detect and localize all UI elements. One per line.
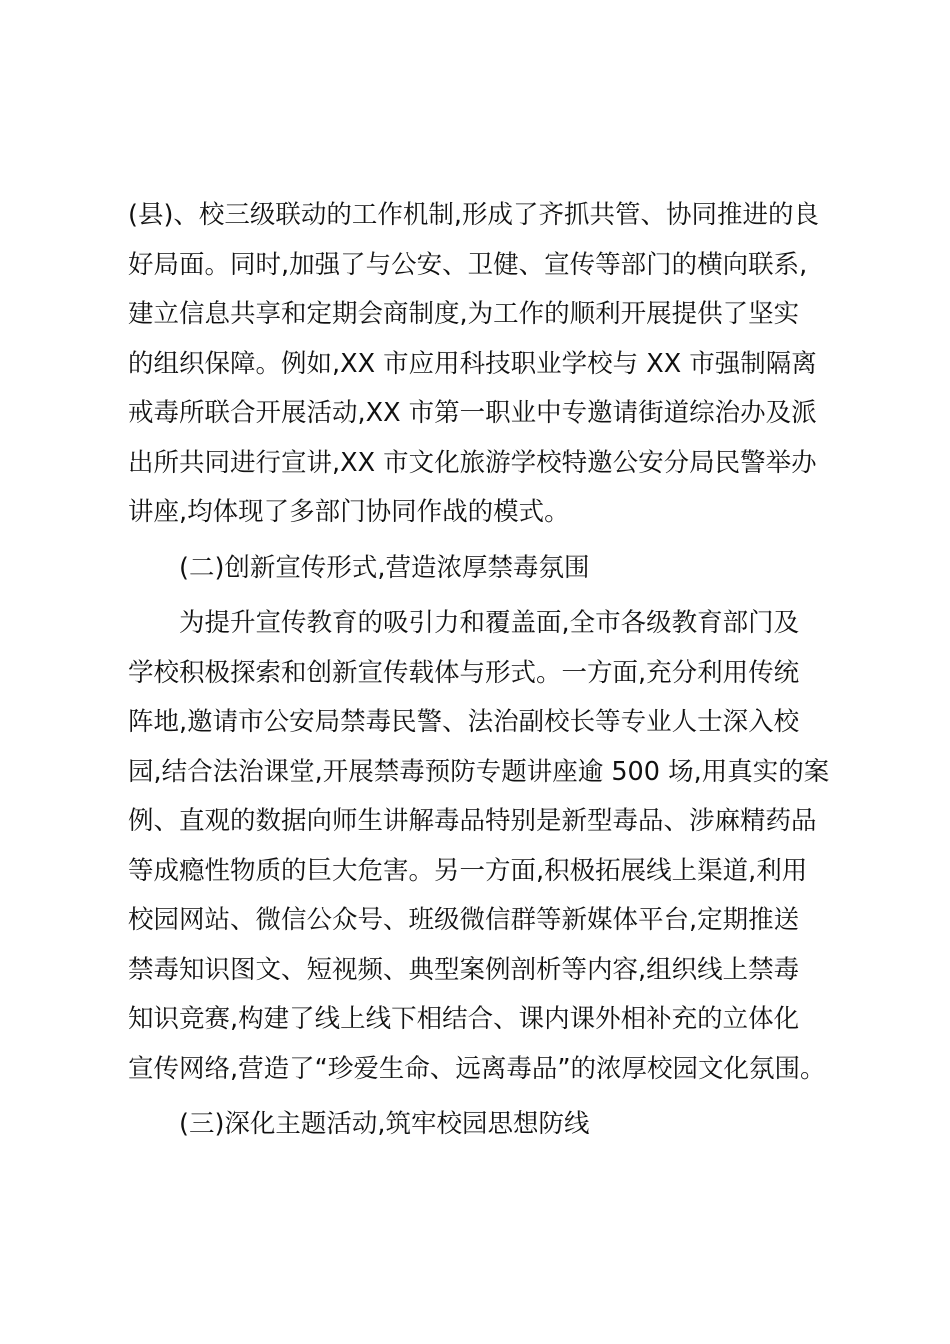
paragraph-line: 讲座,均体现了多部门协同作战的模式。 [128,497,570,527]
paragraph-line: 禁毒知识图文、短视频、典型案例剖析等内容,组织线上禁毒 [128,954,800,985]
paragraph-line: 例、直观的数据向师生讲解毒品特别是新型毒品、涉麻精药品 [128,806,817,836]
paragraph-line: (县)、校三级联动的工作机制,形成了齐抓共管、协同推进的良 [128,200,820,230]
paragraph-line: 园,结合法治课堂,开展禁毒预防专题讲座逾 500 场,用真实的案 [128,756,830,787]
paragraph-line: 宣传网络,营造了“珍爱生命、远离毒品”的浓厚校园文化氛围。 [128,1053,826,1084]
paragraph-line: 好局面。同时,加强了与公安、卫健、宣传等部门的横向联系, [128,249,808,280]
paragraph-line: 戒毒所联合开展活动,XX 市第一职业中专邀请街道综治办及派 [128,398,817,428]
paragraph-line: 阵地,邀请市公安局禁毒民警、法治副校长等专业人士深入校 [128,707,800,737]
paragraph-2 [128,599,828,1094]
section-heading-2: (二)创新宣传形式,营造浓厚禁毒氛围 [179,552,590,583]
paragraph-line: 为提升宣传教育的吸引力和覆盖面,全市各级教育部门及 [179,608,800,638]
paragraph-line: 知识竞赛,构建了线上线下相结合、课内课外相补充的立体化 [128,1004,800,1034]
section-heading-3: (三)深化主题活动,筑牢校园思想防线 [179,1109,590,1139]
paragraph-1 [128,191,828,538]
paragraph-line: 学校积极探索和创新宣传载体与形式。一方面,充分利用传统 [128,657,800,688]
paragraph-line: 建立信息共享和定期会商制度,为工作的顺利开展提供了坚实 [128,299,800,329]
paragraph-line: 等成瘾性物质的巨大危害。另一方面,积极拓展线上渠道,利用 [128,855,808,886]
document-body [128,191,828,1150]
paragraph-line: 出所共同进行宣讲,XX 市文化旅游学校特邀公安分局民警举办 [128,447,817,478]
paragraph-line: 校园网站、微信公众号、班级微信群等新媒体平台,定期推送 [128,905,800,935]
paragraph-line: 的组织保障。例如,XX 市应用科技职业学校与 XX 市强制隔离 [128,348,817,379]
